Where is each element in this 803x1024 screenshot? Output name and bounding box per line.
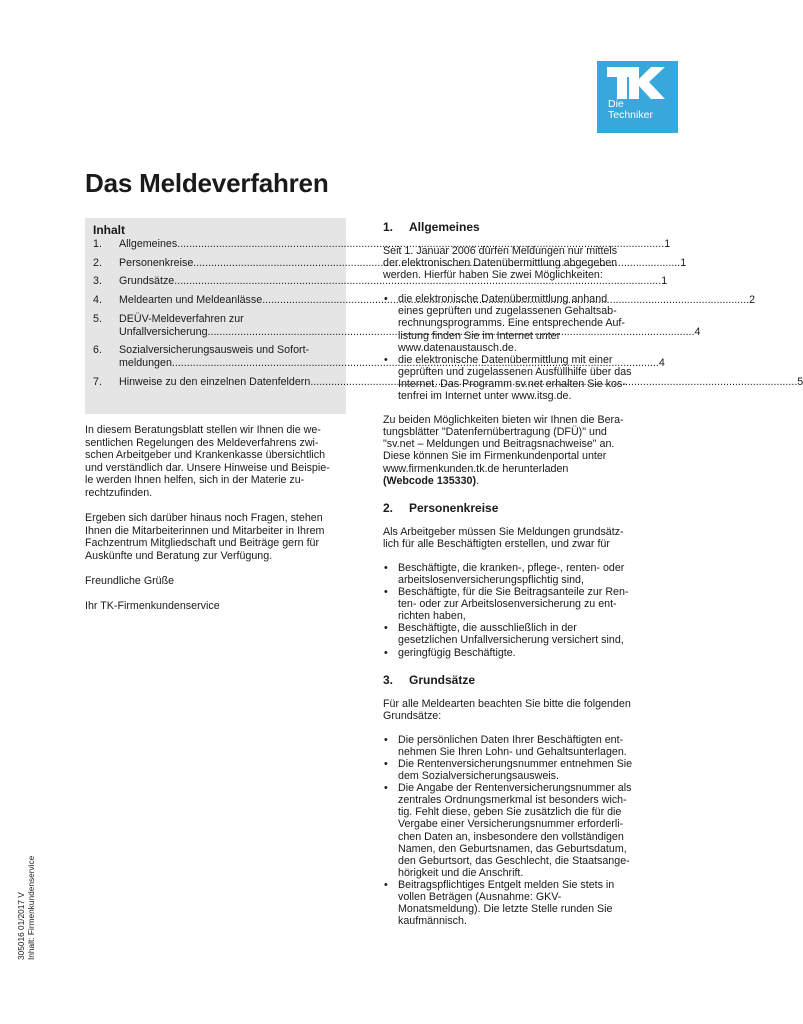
sentence-end: . xyxy=(476,474,480,487)
bullet-list xyxy=(383,293,645,402)
toc-item-page: 1 xyxy=(661,275,668,288)
toc-item-number: 2. xyxy=(93,256,102,269)
section-paragraph-text: Zu beiden Möglichkeiten bieten wir Ihnen die Bera- tungsblätter "Datenfernübertragung (DFÜ)" und "sv.net – Meldungen und Beitragsnachweise" an. Diese können Sie im Firmenkundenportal unter www.firmenkunden.tk.de herunterladen xyxy=(383,414,624,475)
toc-item[interactable] xyxy=(93,294,756,307)
toc-item-label: Allgemeines xyxy=(119,238,178,250)
toc-item-page: 1 xyxy=(664,238,671,250)
list-item: • Beitragspflichtiges Entgelt melden Sie stets in vollen Beträgen (Ausnahme: GKV- Monatsmeldung). Die letzte Stelle runden Sie kaufmännisch. xyxy=(383,879,645,927)
section-number: 1. xyxy=(383,220,394,234)
toc-item-page: 5 xyxy=(797,375,803,388)
list-item: • die elektronische Datenübermittlung mit einer geprüften und zugelassenen Ausfüllhilfe über das Internet. Das Programm sv.net erhalten Sie kos- tenfrei im Internet unter www.itsg.de. xyxy=(383,354,645,402)
list-item: • Beschäftigte, die ausschließlich in der gesetzlichen Unfallversicherung versichert sind, xyxy=(383,622,645,646)
toc-item[interactable] xyxy=(93,375,803,389)
section-number: 2. xyxy=(383,500,394,515)
toc-item-number: 3. xyxy=(93,275,102,288)
toc-item-label: Personenkreise xyxy=(119,256,194,269)
toc-item-number: 4. xyxy=(93,294,102,307)
toc-item-label: Grundsätze xyxy=(119,275,175,288)
page-title: Das Meldeverfahren xyxy=(85,168,329,198)
toc-item-number: 6. xyxy=(93,344,102,357)
signature: Ihr TK-Firmenkundenservice xyxy=(85,600,220,613)
toc-item-number: 7. xyxy=(93,375,102,388)
toc-item-page: 4 xyxy=(658,356,665,369)
section-paragraph: Für alle Meldearten beachten Sie bitte die folgenden Grundsätze: xyxy=(383,697,631,722)
toc-item[interactable] xyxy=(93,238,671,251)
list-item: • Beschäftigte, die kranken-, pflege-, renten- oder arbeitslosenversicherungspflichtig sind, xyxy=(383,562,645,586)
section-number: 3. xyxy=(383,672,394,687)
intro-text xyxy=(85,424,350,626)
toc-item-page: 4 xyxy=(694,325,701,338)
toc-item[interactable] xyxy=(93,344,665,369)
tk-logo xyxy=(597,61,678,133)
toc-item-page: 1 xyxy=(680,256,687,269)
webcode: (Webcode 135330) xyxy=(383,474,477,487)
toc-item[interactable] xyxy=(93,256,687,270)
toc-item-number: 5. xyxy=(93,312,102,325)
list-item: • Die Rentenversicherungsnummer entnehmen Sie dem Sozialversicherungsausweis. xyxy=(383,758,645,782)
section-heading xyxy=(383,501,645,515)
toc-item-label: DEÜV-Meldeverfahren zur xyxy=(119,312,244,325)
toc-item-page: 2 xyxy=(749,294,756,307)
section-title: Grundsätze xyxy=(409,672,476,687)
main-content xyxy=(383,220,645,927)
toc-heading: Inhalt xyxy=(93,223,125,237)
tk-logo-mark xyxy=(607,67,667,99)
section-paragraph xyxy=(383,414,645,487)
logo-text-techniker: Techniker xyxy=(608,109,653,121)
section-paragraph: Als Arbeitgeber müssen Sie Meldungen grundsätz- lich für alle Beschäftigten erstellen, und zwar für xyxy=(383,525,624,550)
greeting: Freundliche Grüße xyxy=(85,575,175,588)
list-item: • die elektronische Datenübermittlung anhand eines geprüften und zugelassenen Gehaltsab- rechnungsprogramms. Eine entsprechende Auf- listung finden Sie im Internet unter www.datenaustausch.de. xyxy=(383,293,645,353)
toc-item-label: Meldearten und Meldeanlässe xyxy=(119,294,263,307)
list-item: • geringfügig Beschäftigte. xyxy=(383,647,645,659)
toc-item[interactable] xyxy=(93,312,701,338)
document-content-label: Inhalt: Firmenkundenservice xyxy=(25,855,36,960)
toc-item-label-line2: meldungen xyxy=(119,356,172,369)
section-paragraph: Seit 1. Januar 2006 dürfen Meldungen nur mittels der elektronischen Datenübermittlung abgegeben werden. Hierfür haben Sie zwei Möglichkeiten: xyxy=(383,245,618,282)
section-heading xyxy=(383,673,645,687)
toc-item[interactable] xyxy=(93,275,668,288)
intro-paragraph: Ergeben sich darüber hinaus noch Fragen, stehen Ihnen die Mitarbeiterinnen und Mitarbeiter in Ihrem Fachzentrum Mitgliedschaft und Beiträge gern für Auskünfte und Beratung zur Verfügung. xyxy=(85,512,325,562)
section-heading xyxy=(383,220,645,234)
document-code: 305016 01/2017 V xyxy=(16,892,26,960)
logo-text-die: Die xyxy=(608,98,624,110)
toc-item-label: Hinweise zu den einzelnen Datenfeldern xyxy=(119,375,311,388)
document-code-footer xyxy=(17,856,36,960)
bullet-list xyxy=(383,562,645,659)
section-title: Allgemeines xyxy=(409,220,480,234)
toc-item-label: Sozialversicherungsausweis und Sofort- xyxy=(119,344,310,357)
section-title: Personenkreise xyxy=(409,500,499,515)
toc-item-label-line2: Unfallversicherung xyxy=(119,325,208,338)
intro-paragraph: In diesem Beratungsblatt stellen wir Ihnen die we- sentlichen Regelungen des Meldeverfahrens zwi- schen Arbeitgeber und Krankenkasse übersichtlich und verständlich dar. Unsere Hinweise und Beispie- le werden Ihnen helfen, sich in der Materie zu- rechtzufinden. xyxy=(85,424,330,499)
list-item: • Die Angabe der Rentenversicherungsnummer als zentrales Ordnungsmerkmal ist besonders wich- tig. Fehlt diese, geben Sie zusätzlich die für die Vergabe einer Versicherungsnummer erforderli- chen Daten an, insbesondere den vollständigen Namen, den Geburtsnamen, das Geburtsdatum, den Geburtsort, das Geschlecht, die Staatsange- hörigkeit und die Anschrift. xyxy=(383,782,645,879)
list-item: • Beschäftigte, für die Sie Beitragsanteile zur Ren- ten- oder zur Arbeitslosenversicherung zu ent- richten haben, xyxy=(383,586,645,622)
toc-item-number: 1. xyxy=(93,238,102,250)
bullet-list xyxy=(383,734,645,928)
list-item: • Die persönlichen Daten Ihrer Beschäftigten ent- nehmen Sie Ihren Lohn- und Gehaltsunterlagen. xyxy=(383,734,645,758)
